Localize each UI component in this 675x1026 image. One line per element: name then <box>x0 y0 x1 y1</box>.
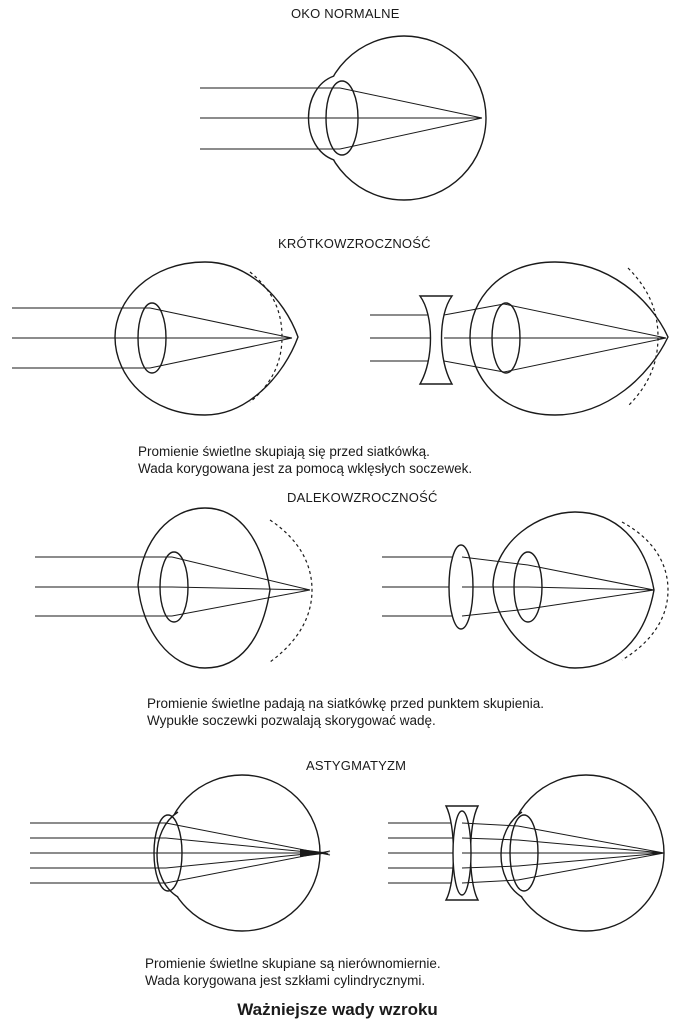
hyperopia-heading: DALEKOWZROCZNOŚĆ <box>287 490 438 505</box>
astigmatism-heading: ASTYGMATYZM <box>306 758 407 773</box>
hyperopia-caption-line-2: Wypukłe soczewki pozwalają skorygować wadę. <box>147 713 436 728</box>
astigmatism-caption <box>145 955 441 989</box>
astigmatism-caption-line-1: Promienie świetlne skupiane są nierównomiernie. <box>145 956 441 971</box>
myopia-heading: KRÓTKOWZROCZNOŚĆ <box>278 236 431 251</box>
myopia-caption-line-2: Wada korygowana jest za pomocą wklęsłych soczewek. <box>138 461 473 476</box>
normal-eye-heading: OKO NORMALNE <box>291 6 400 21</box>
cornea <box>501 812 522 897</box>
myopia-caption-line-1: Promienie świetlne skupiają się przed siatkówką. <box>138 444 430 459</box>
incoming-rays <box>388 823 462 883</box>
astigmatism-caption-line-2: Wada korygowana jest szkłami cylindrycznymi. <box>145 973 426 988</box>
hyperopia-caption-line-1: Promienie świetlne padają na siatkówkę przed punktem skupienia. <box>147 696 544 711</box>
figure-title: Ważniejsze wady wzroku <box>237 1000 438 1019</box>
refracted-rays <box>518 826 664 880</box>
